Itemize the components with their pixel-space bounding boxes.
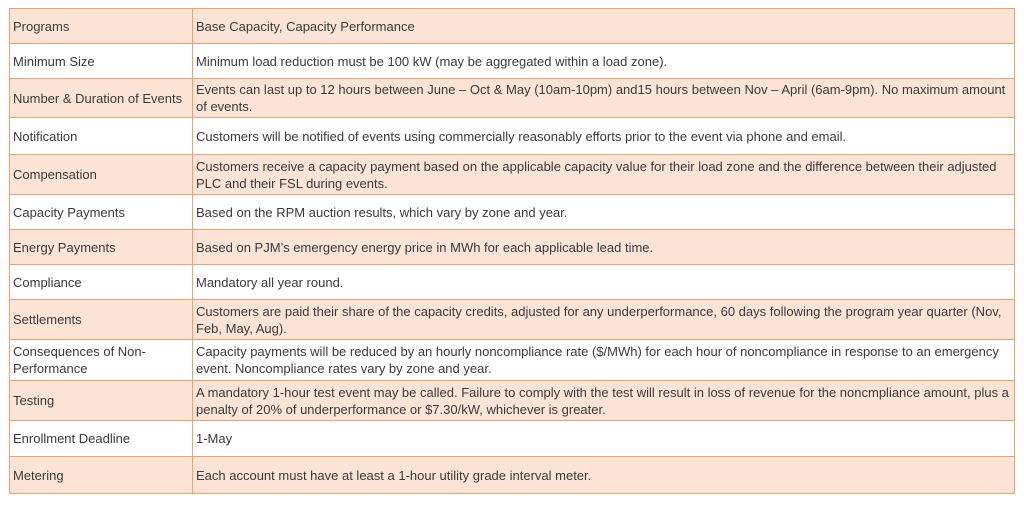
table-row-programs	[10, 9, 1015, 44]
row-label: Programs	[10, 9, 193, 44]
row-value: Based on the RPM auction results, which vary by zone and year.	[193, 195, 1015, 230]
row-label: Enrollment Deadline	[10, 421, 193, 457]
row-value: Customers will be notified of events using commercially reasonably efforts prior to the event via phone and email.	[193, 118, 1015, 155]
table-row-settlements	[10, 300, 1015, 340]
table-row-number-duration	[10, 79, 1015, 118]
row-label: Capacity Payments	[10, 195, 193, 230]
table-row-minimum-size	[10, 44, 1015, 79]
program-details-table	[9, 8, 1015, 494]
table-row-energy-payments	[10, 230, 1015, 265]
table-row-compliance	[10, 265, 1015, 300]
row-value: Mandatory all year round.	[193, 265, 1015, 300]
row-value: Minimum load reduction must be 100 kW (may be aggregated within a load zone).	[193, 44, 1015, 79]
table-row-capacity-payments	[10, 195, 1015, 230]
table-row-enrollment-deadline	[10, 421, 1015, 457]
row-label: Metering	[10, 457, 193, 494]
row-label: Notification	[10, 118, 193, 155]
row-label: Compensation	[10, 155, 193, 195]
row-label: Compliance	[10, 265, 193, 300]
row-label: Number & Duration of Events	[10, 79, 193, 118]
row-label: Testing	[10, 381, 193, 421]
row-label: Consequences of Non-Performance	[10, 340, 193, 381]
table-row-consequences	[10, 340, 1015, 381]
row-value: Based on PJM’s emergency energy price in MWh for each applicable lead time.	[193, 230, 1015, 265]
row-value: Each account must have at least a 1-hour utility grade interval meter.	[193, 457, 1015, 494]
row-label: Minimum Size	[10, 44, 193, 79]
table-row-compensation	[10, 155, 1015, 195]
row-value: Base Capacity, Capacity Performance	[193, 9, 1015, 44]
row-value: Events can last up to 12 hours between June – Oct & May (10am-10pm) and15 hours between Nov – April (6am-9pm). No maximum amount of events.	[193, 79, 1015, 118]
row-label: Settlements	[10, 300, 193, 340]
row-value: A mandatory 1-hour test event may be called. Failure to comply with the test will result in loss of revenue for the noncmpliance amount, plus a penalty of 20% of underperformance or $7.30/kW, whichever is greater.	[193, 381, 1015, 421]
row-value: 1-May	[193, 421, 1015, 457]
table-row-metering	[10, 457, 1015, 494]
row-value: Capacity payments will be reduced by an hourly noncompliance rate ($/MWh) for each hour of noncompliance in response to an emergency event. Noncompliance rates vary by zone and year.	[193, 340, 1015, 381]
table-row-testing	[10, 381, 1015, 421]
row-value: Customers are paid their share of the capacity credits, adjusted for any underperformance, 60 days following the program year quarter (Nov, Feb, May, Aug).	[193, 300, 1015, 340]
row-value: Customers receive a capacity payment based on the applicable capacity value for their load zone and the difference between their adjusted PLC and their FSL during events.	[193, 155, 1015, 195]
table-row-notification	[10, 118, 1015, 155]
row-label: Energy Payments	[10, 230, 193, 265]
